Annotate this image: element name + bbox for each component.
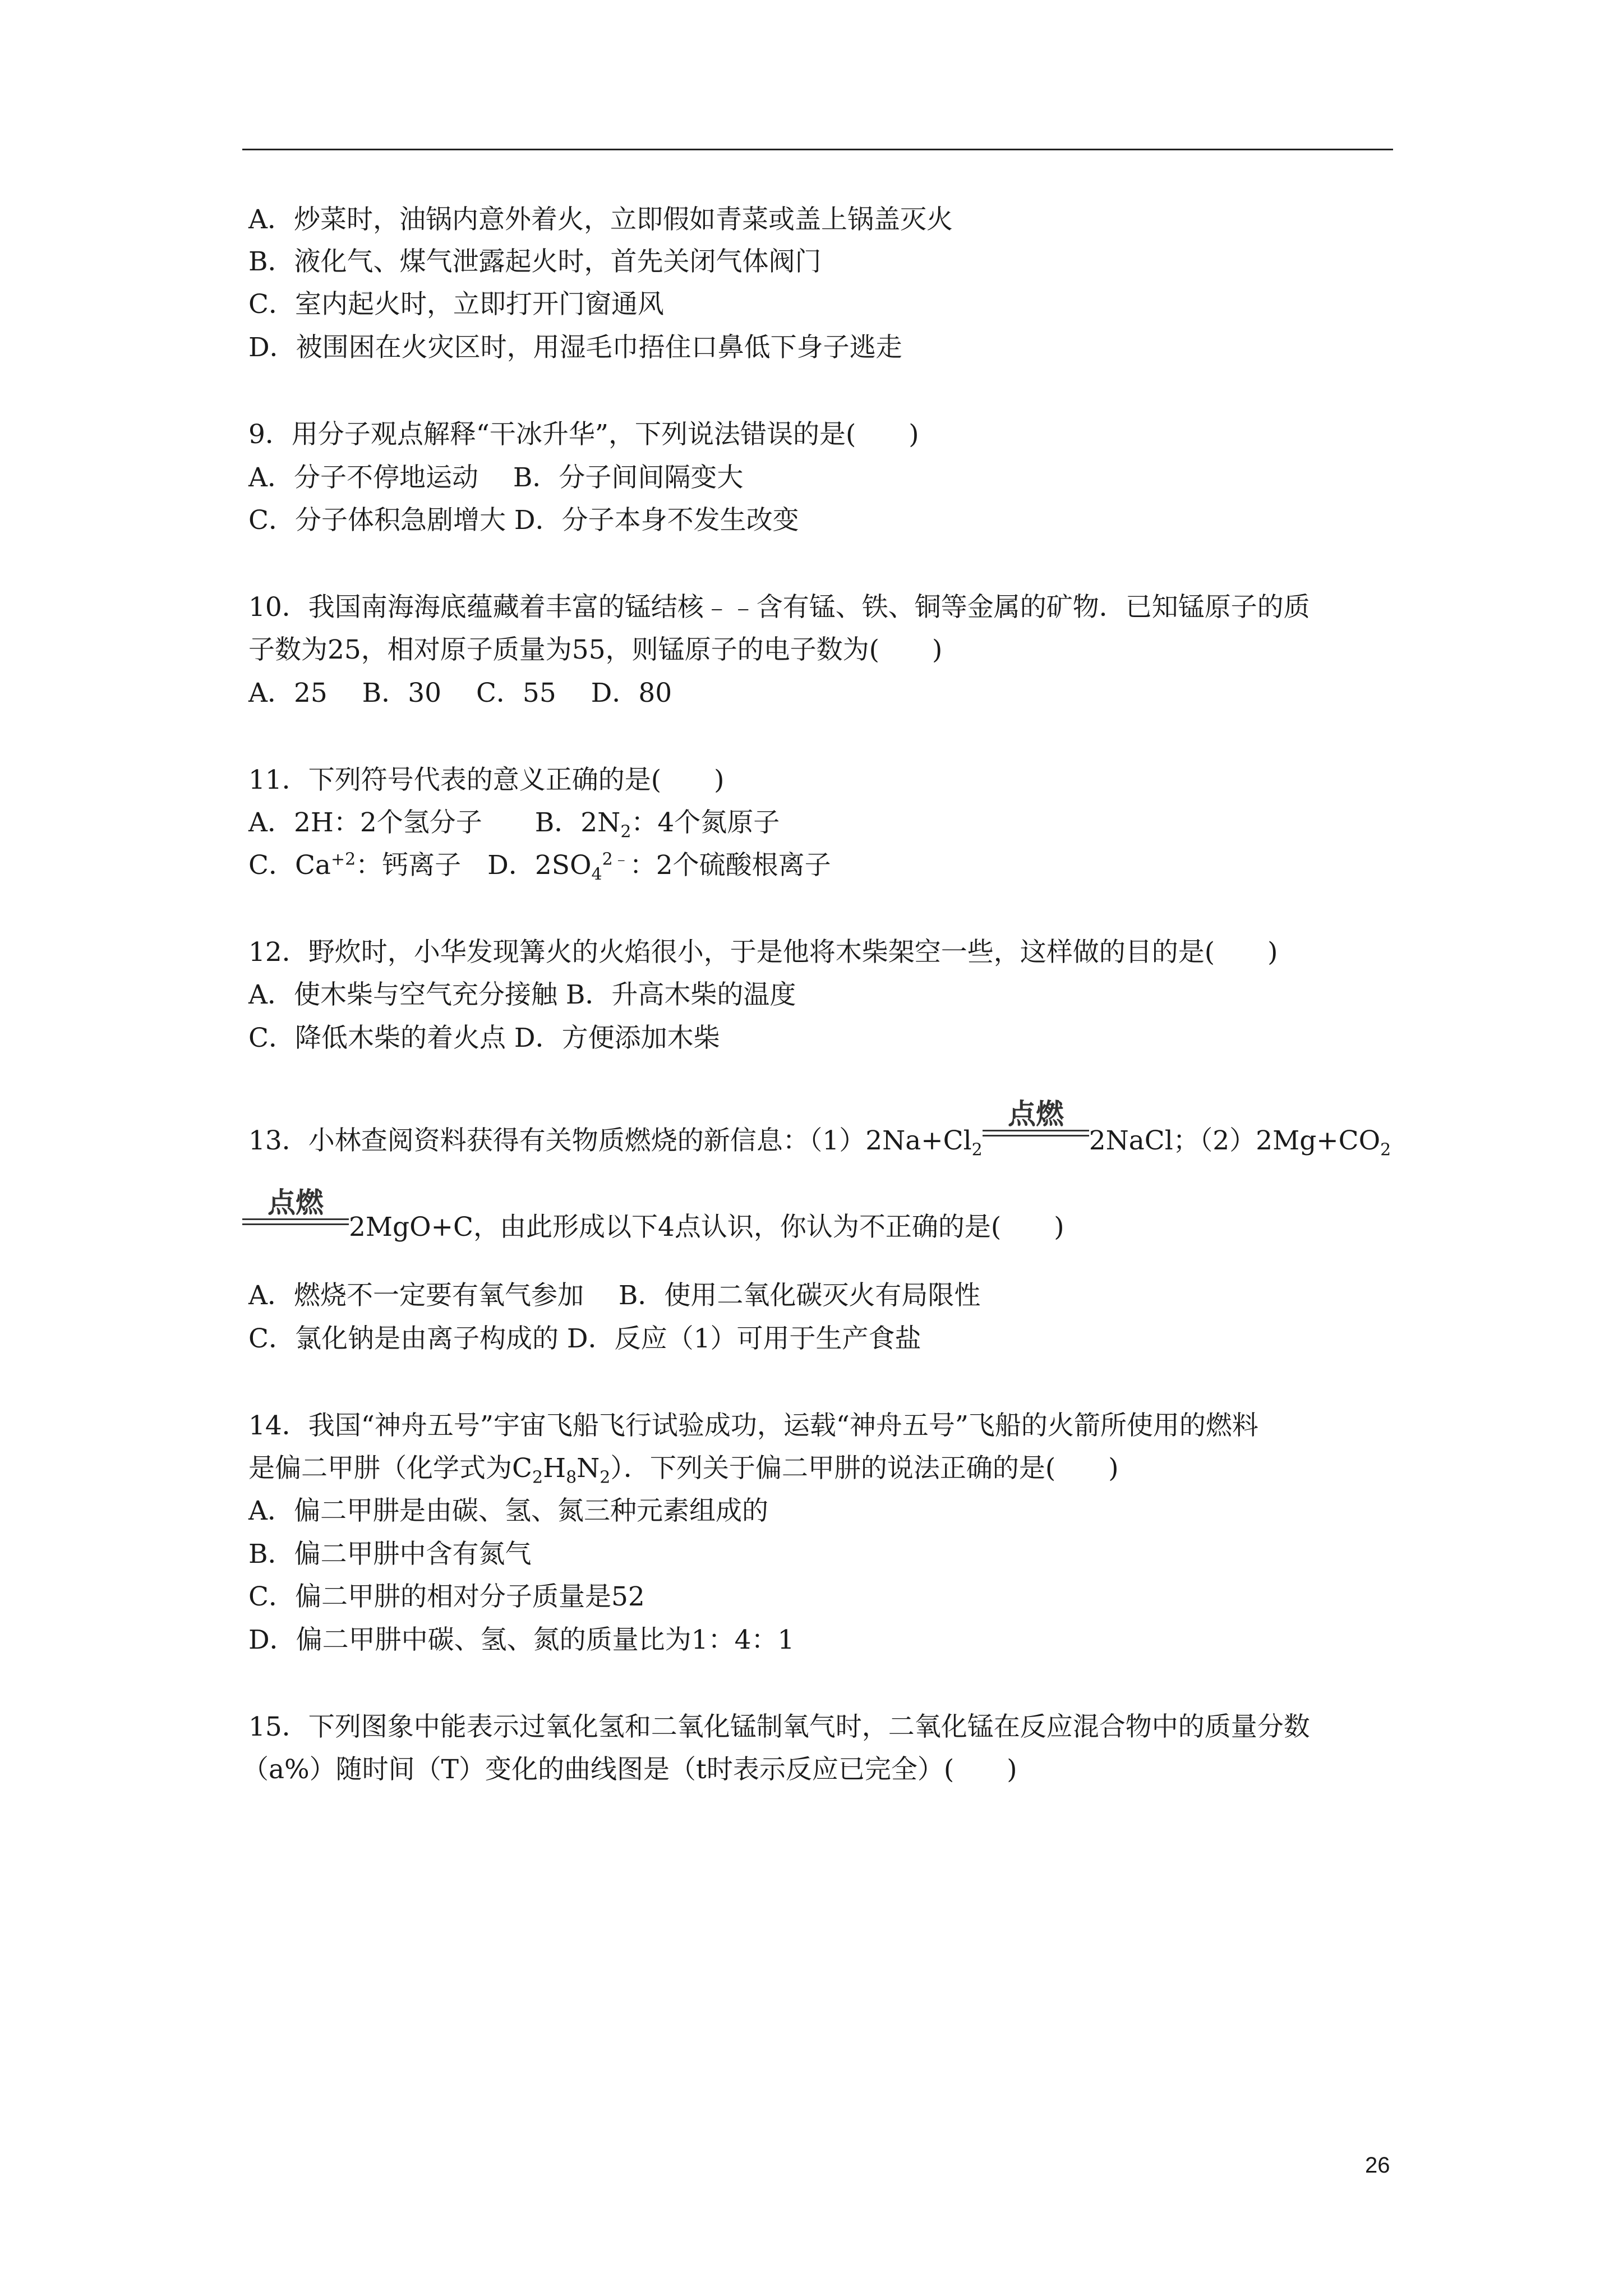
- q12-stem: 12．野炊时，小华发现篝火的火焰很小，于是他将木柴架空一些，这样做的目的是( ): [248, 937, 1278, 968]
- page-number: 26: [1365, 2153, 1390, 2178]
- q9-options-row1: A．分子不停地运动 B．分子间间隔变大: [248, 462, 744, 493]
- q11-options-row1: [248, 806, 780, 840]
- q9-options-row2: C．分子体积急剧增大 D．分子本身不发生改变: [248, 505, 799, 536]
- header-rule: [242, 149, 1393, 150]
- q11-options-row2: C．$Ca^{+2}$：钙离子 D．$2SO_4^{2﹣}$：2个硫酸根离子: [248, 849, 831, 885]
- q15-stem-line2: （a%）随时间（T）变化的曲线图是（t时表示反应已完全）( ): [242, 1754, 1017, 1785]
- q8-option-a: A．炒菜时，油锅内意外着火，立即假如青菜或盖上锅盖灭火: [248, 204, 953, 235]
- q12-options-row1: A．使木柴与空气充分接触 B．升高木柴的温度: [248, 979, 796, 1010]
- q10-stem-line1: 10．我国南海海底蕴藏着丰富的锰结核﹣﹣含有锰、铁、铜等金属的矿物．已知锰原子的质: [248, 592, 1310, 623]
- q13-options-row1: A．燃烧不一定要有氧气参加 B．使用二氧化碳灭火有局限性: [248, 1280, 981, 1311]
- q14-option-d: D．偏二甲肼中碳、氢、氮的质量比为1：4：1: [248, 1625, 795, 1655]
- q13-stem-line2: 2MgO+C，由此形成以下4点认识，你认为不正确的是( ): [349, 1212, 1064, 1243]
- q8-option-d: D．被围困在火灾区时，用湿毛巾捂住口鼻低下身子逃走: [248, 332, 902, 363]
- q8-option-b: B．液化气、煤气泄露起火时，首先关闭气体阀门: [248, 246, 822, 277]
- q11-stem: 11．下列符号代表的意义正确的是( ): [248, 765, 725, 795]
- q12-options-row2: C．降低木柴的着火点 D．方便添加木柴: [248, 1023, 720, 1053]
- q15-stem-line1: 15．下列图象中能表示过氧化氢和二氧化锰制氧气时，二氧化锰在反应混合物中的质量分数: [248, 1711, 1310, 1742]
- q14-stem-line2: 是偏二甲肼（化学式为$C_2H_8N_2$）．下列关于偏二甲肼的说法正确的是( ): [248, 1453, 1119, 1488]
- q11-option-b: B．$2N_2$：4个氮原子: [534, 807, 780, 842]
- q10-stem-line2: 子数为25，相对原子质量为55，则锰原子的电子数为( ): [248, 634, 943, 665]
- q14-option-c: C．偏二甲肼的相对分子质量是52: [248, 1581, 645, 1612]
- q10-options: A．25 B．30 C．55 D．80: [248, 678, 672, 708]
- q14-option-b: B．偏二甲肼中含有氮气: [248, 1539, 532, 1570]
- q13-stem-line1: 13．小林查阅资料获得有关物质燃烧的新信息：$(1)2Na+Cl_2$ 2NaCl；$(2)2Mg+CO_2$: [248, 1125, 1391, 1160]
- q13-options-row2: C．氯化钠是由离子构成的 D．反应（1）可用于生产食盐: [248, 1323, 921, 1354]
- q14-option-a: A．偏二甲肼是由碳、氢、氮三种元素组成的: [248, 1496, 768, 1526]
- reaction-condition-2: 点燃: [242, 1188, 349, 1225]
- q9-stem: 9．用分子观点解释“干冰升华”，下列说法错误的是( ): [248, 419, 919, 450]
- reaction-condition-1: 点燃: [983, 1099, 1089, 1137]
- q8-option-c: C．室内起火时，立即打开门窗通风: [248, 289, 664, 320]
- q11-option-a: A．2H：2个氢分子: [248, 807, 535, 838]
- q14-stem-line1: 14．我国“神舟五号”宇宙飞船飞行试验成功，运载“神舟五号”飞船的火箭所使用的燃料: [248, 1410, 1258, 1441]
